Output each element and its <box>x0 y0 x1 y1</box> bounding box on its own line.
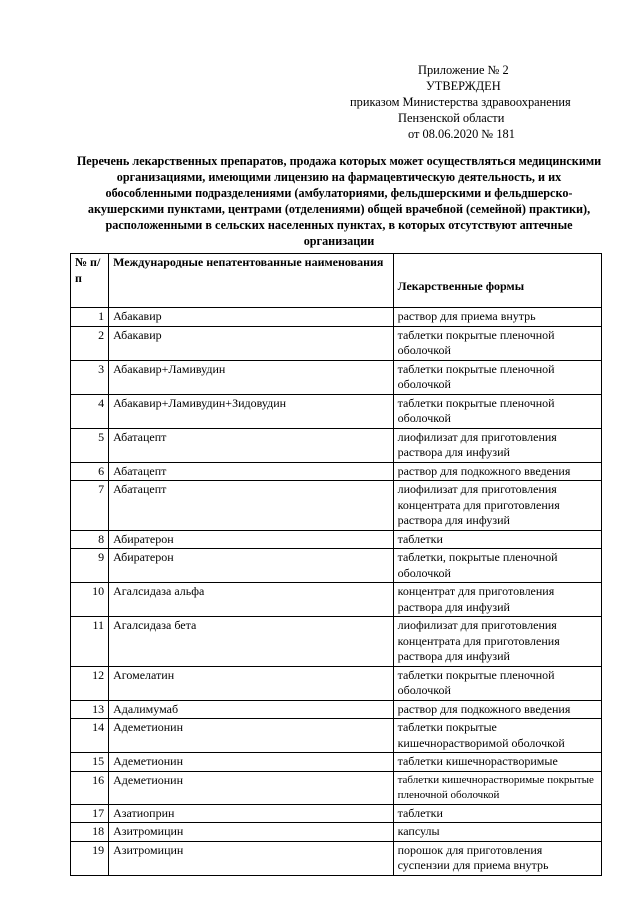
table-header-row <box>71 254 602 308</box>
row-inn-name: Абакавир+Ламивудин <box>109 360 394 394</box>
table-row <box>71 462 602 481</box>
row-number: 16 <box>71 771 109 804</box>
row-number: 10 <box>71 583 109 617</box>
row-number: 6 <box>71 462 109 481</box>
row-dosage-form: лиофилизат для приготовления раствора для инфузий <box>393 428 601 462</box>
table-row <box>71 394 602 428</box>
table-row <box>71 308 602 327</box>
approved-label: УТВЕРЖДЕН <box>426 79 501 93</box>
row-inn-name: Абакавир+Ламивудин+Зидовудин <box>109 394 394 428</box>
row-number: 14 <box>71 719 109 753</box>
row-inn-name: Адеметионин <box>109 719 394 753</box>
table-row <box>71 823 602 842</box>
row-number: 11 <box>71 617 109 667</box>
table-row <box>71 841 602 875</box>
drug-table <box>70 253 602 876</box>
row-dosage-form: таблетки покрытые пленочной оболочкой <box>393 666 601 700</box>
row-number: 1 <box>71 308 109 327</box>
row-inn-name: Агалсидаза альфа <box>109 583 394 617</box>
table-row <box>71 530 602 549</box>
row-dosage-form: концентрат для приготовления раствора для инфузий <box>393 583 601 617</box>
table-row <box>71 360 602 394</box>
row-inn-name: Абакавир <box>109 326 394 360</box>
row-dosage-form: порошок для приготовления суспензии для приема внутрь <box>393 841 601 875</box>
row-inn-name: Абатацепт <box>109 462 394 481</box>
approval-order: приказом Министерства здравоохранения <box>350 95 571 109</box>
row-dosage-form: таблетки покрытые пленочной оболочкой <box>393 326 601 360</box>
row-dosage-form: раствор для подкожного введения <box>393 462 601 481</box>
row-inn-name: Адеметионин <box>109 753 394 772</box>
row-dosage-form: таблетки <box>393 804 601 823</box>
row-dosage-form: лиофилизат для приготовления концентрата для приготовления раствора для инфузий <box>393 617 601 667</box>
row-number: 7 <box>71 481 109 531</box>
table-row <box>71 326 602 360</box>
appendix-number: Приложение № 2 <box>418 63 509 77</box>
row-inn-name: Абатацепт <box>109 481 394 531</box>
row-number: 12 <box>71 666 109 700</box>
region-name: Пензенской области <box>398 111 505 125</box>
row-dosage-form: таблетки <box>393 530 601 549</box>
header-name: Международные непатентованные наименования <box>109 254 394 308</box>
row-inn-name: Азитромицин <box>109 841 394 875</box>
row-number: 9 <box>71 549 109 583</box>
row-number: 18 <box>71 823 109 842</box>
row-dosage-form: таблетки покрытые кишечнорастворимой оболочкой <box>393 719 601 753</box>
row-dosage-form: раствор для подкожного введения <box>393 700 601 719</box>
table-row <box>71 753 602 772</box>
row-number: 17 <box>71 804 109 823</box>
row-inn-name: Азатиоприн <box>109 804 394 823</box>
row-inn-name: Адалимумаб <box>109 700 394 719</box>
row-inn-name: Агомелатин <box>109 666 394 700</box>
row-dosage-form: лиофилизат для приготовления концентрата для приготовления раствора для инфузий <box>393 481 601 531</box>
row-dosage-form: раствор для приема внутрь <box>393 308 601 327</box>
row-number: 5 <box>71 428 109 462</box>
row-number: 13 <box>71 700 109 719</box>
row-inn-name: Азитромицин <box>109 823 394 842</box>
row-inn-name: Абакавир <box>109 308 394 327</box>
row-dosage-form: капсулы <box>393 823 601 842</box>
row-dosage-form: таблетки покрытые пленочной оболочкой <box>393 360 601 394</box>
table-row <box>71 583 602 617</box>
table-row <box>71 700 602 719</box>
appendix-block <box>0 62 640 142</box>
row-dosage-form: таблетки покрытые пленочной оболочкой <box>393 394 601 428</box>
row-number: 3 <box>71 360 109 394</box>
document-title: Перечень лекарственных препаратов, продажа которых может осуществляться медицинскими организациями, имеющими лицензию на фармацевтическую деятельность, и их обособленными подразделениями (амбулаториями, фельдшерскими и фельдшерско-акушерскими пунктами, центрами (отделениями) общей врачебной (семейной) практики), расположенными в сельских населенных пунктах, в которых отсутствуют аптечные организации <box>76 154 602 248</box>
table-row <box>71 804 602 823</box>
row-number: 19 <box>71 841 109 875</box>
row-number: 15 <box>71 753 109 772</box>
row-number: 4 <box>71 394 109 428</box>
row-dosage-form: таблетки кишечнорастворимые <box>393 753 601 772</box>
row-dosage-form: таблетки, покрытые пленочной оболочкой <box>393 549 601 583</box>
order-date: от 08.06.2020 № 181 <box>408 127 515 141</box>
row-inn-name: Абиратерон <box>109 530 394 549</box>
header-form: Лекарственные формы <box>393 254 601 308</box>
row-inn-name: Абиратерон <box>109 549 394 583</box>
table-row <box>71 719 602 753</box>
table-row <box>71 549 602 583</box>
row-inn-name: Адеметионин <box>109 771 394 804</box>
row-dosage-form: таблетки кишечнорастворимые покрытые пленочной оболочкой <box>393 771 601 804</box>
table-row <box>71 481 602 531</box>
row-inn-name: Абатацепт <box>109 428 394 462</box>
table-body <box>71 308 602 876</box>
table-row <box>71 666 602 700</box>
table-row <box>71 617 602 667</box>
row-inn-name: Агалсидаза бета <box>109 617 394 667</box>
table-row <box>71 771 602 804</box>
header-num: № п/п <box>71 254 109 308</box>
row-number: 2 <box>71 326 109 360</box>
row-number: 8 <box>71 530 109 549</box>
table-row <box>71 428 602 462</box>
